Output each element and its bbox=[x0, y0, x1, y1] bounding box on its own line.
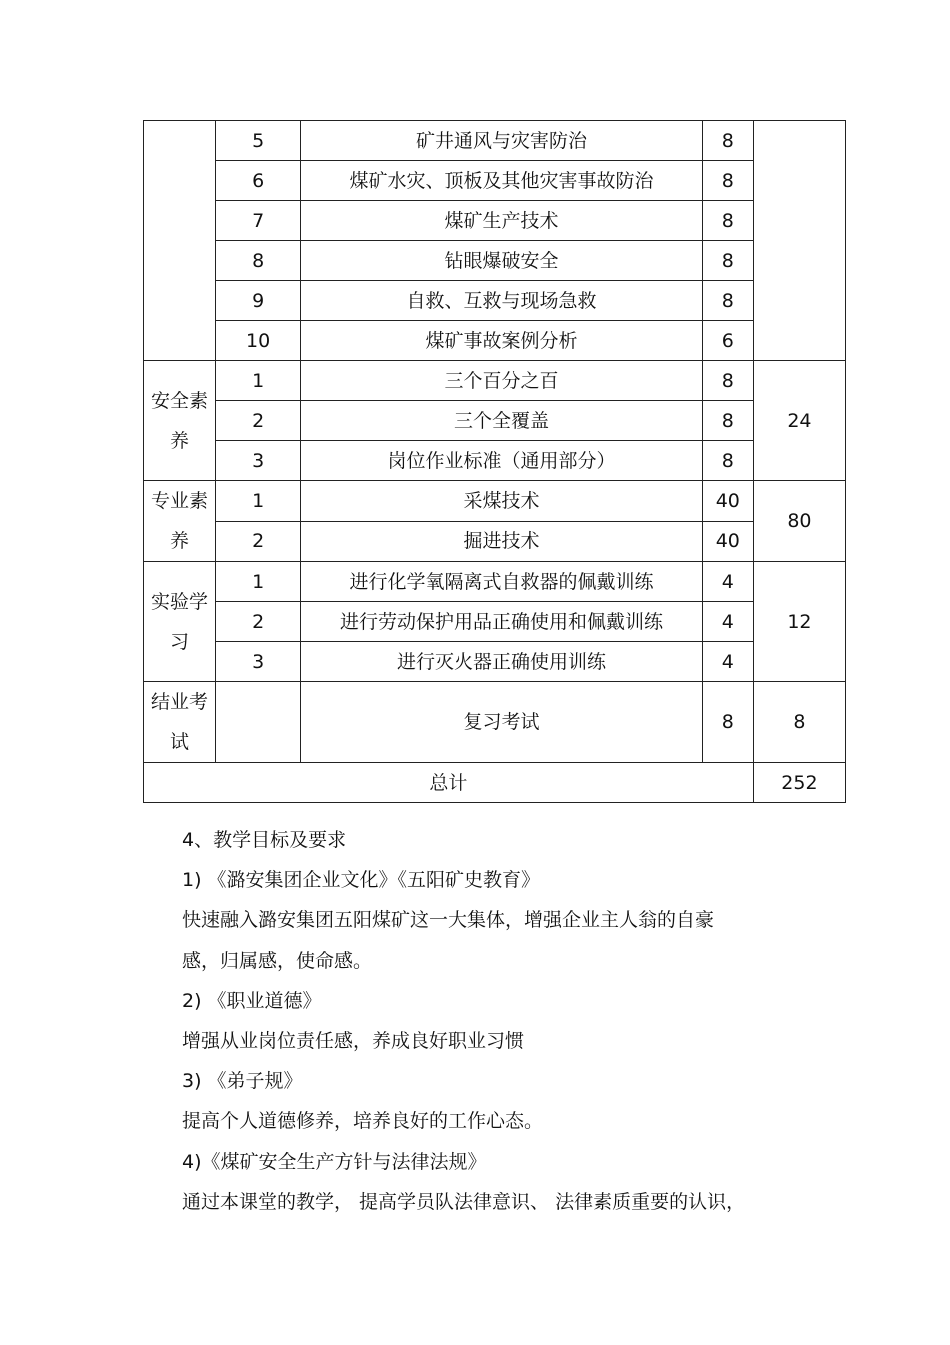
row-number: 2 bbox=[216, 521, 301, 562]
table-row bbox=[144, 281, 846, 321]
subtotal-cell bbox=[753, 121, 845, 361]
row-number: 10 bbox=[216, 321, 301, 361]
table-row bbox=[144, 481, 846, 522]
table-row bbox=[144, 321, 846, 361]
row-number: 3 bbox=[216, 441, 301, 481]
item-body: 提高个人道德修养，培养良好的工作心态。 bbox=[182, 1110, 544, 1133]
course-name: 进行劳动保护用品正确使用和佩戴训练 bbox=[301, 602, 703, 642]
item-body: 增强从业岗位责任感，养成良好职业习惯 bbox=[182, 1029, 525, 1052]
table-row bbox=[144, 682, 846, 763]
item-title: 3) 《弟子规》 bbox=[182, 1070, 303, 1093]
row-number: 1 bbox=[216, 481, 301, 522]
category-cell: 实验学习 bbox=[144, 562, 216, 682]
course-hours: 4 bbox=[702, 562, 753, 602]
row-number: 3 bbox=[216, 642, 301, 682]
course-name: 复习考试 bbox=[301, 682, 703, 763]
course-hours: 8 bbox=[702, 161, 753, 201]
course-schedule-table bbox=[143, 120, 846, 803]
item-title: 1) 《潞安集团企业文化》《五阳矿史教育》 bbox=[182, 869, 541, 892]
table-row bbox=[144, 602, 846, 642]
course-name: 自救、互救与现场急救 bbox=[301, 281, 703, 321]
course-name: 煤矿事故案例分析 bbox=[301, 321, 703, 361]
course-hours: 40 bbox=[702, 481, 753, 522]
teaching-goals-section bbox=[182, 820, 822, 1222]
subtotal-cell: 24 bbox=[753, 361, 845, 481]
table-row bbox=[144, 361, 846, 401]
course-name: 掘进技术 bbox=[301, 521, 703, 562]
item-body: 快速融入潞安集团五阳煤矿这一大集体，增强企业主人翁的自豪 bbox=[182, 909, 715, 932]
row-number: 5 bbox=[216, 121, 301, 161]
table-row bbox=[144, 161, 846, 201]
course-hours: 8 bbox=[702, 121, 753, 161]
course-name: 三个百分之百 bbox=[301, 361, 703, 401]
course-name: 进行化学氧隔离式自救器的佩戴训练 bbox=[301, 562, 703, 602]
row-number: 1 bbox=[216, 562, 301, 602]
row-number bbox=[216, 682, 301, 763]
item-body: 感，归属感，使命感。 bbox=[182, 949, 373, 972]
row-number: 8 bbox=[216, 241, 301, 281]
table-row bbox=[144, 642, 846, 682]
course-hours: 8 bbox=[702, 682, 753, 763]
course-hours: 8 bbox=[702, 241, 753, 281]
course-name: 采煤技术 bbox=[301, 481, 703, 522]
subtotal-cell: 12 bbox=[753, 562, 845, 682]
course-hours: 8 bbox=[702, 361, 753, 401]
table-row bbox=[144, 201, 846, 241]
row-number: 1 bbox=[216, 361, 301, 401]
section-heading: 4、教学目标及要求 bbox=[182, 829, 347, 851]
course-name: 矿井通风与灾害防治 bbox=[301, 121, 703, 161]
category-cell: 结业考试 bbox=[144, 682, 216, 763]
subtotal-cell: 8 bbox=[753, 682, 845, 763]
course-name: 进行灭火器正确使用训练 bbox=[301, 642, 703, 682]
total-row bbox=[144, 763, 846, 803]
table-row bbox=[144, 241, 846, 281]
item-title: 4)《煤矿安全生产方针与法律法规》 bbox=[182, 1150, 487, 1173]
category-cell: 安全素养 bbox=[144, 361, 216, 481]
course-name: 三个全覆盖 bbox=[301, 401, 703, 441]
table-row bbox=[144, 562, 846, 602]
course-hours: 8 bbox=[702, 281, 753, 321]
row-number: 9 bbox=[216, 281, 301, 321]
course-name: 岗位作业标准（通用部分） bbox=[301, 441, 703, 481]
course-hours: 8 bbox=[702, 201, 753, 241]
row-number: 7 bbox=[216, 201, 301, 241]
course-hours: 4 bbox=[702, 602, 753, 642]
item-body: 通过本课堂的教学， 提高学员队法律意识、 法律素质重要的认识， bbox=[182, 1190, 746, 1213]
table-row bbox=[144, 121, 846, 161]
category-cell bbox=[144, 121, 216, 361]
course-name: 钻眼爆破安全 bbox=[301, 241, 703, 281]
category-cell: 专业素养 bbox=[144, 481, 216, 562]
course-name: 煤矿生产技术 bbox=[301, 201, 703, 241]
row-number: 2 bbox=[216, 602, 301, 642]
subtotal-cell: 80 bbox=[753, 481, 845, 562]
total-value: 252 bbox=[753, 763, 845, 803]
course-hours: 4 bbox=[702, 642, 753, 682]
course-hours: 8 bbox=[702, 401, 753, 441]
total-label: 总计 bbox=[144, 763, 754, 803]
course-hours: 8 bbox=[702, 441, 753, 481]
course-hours: 40 bbox=[702, 521, 753, 562]
course-hours: 6 bbox=[702, 321, 753, 361]
row-number: 6 bbox=[216, 161, 301, 201]
item-title: 2) 《职业道德》 bbox=[182, 989, 322, 1012]
course-name: 煤矿水灾、顶板及其他灾害事故防治 bbox=[301, 161, 703, 201]
table-row bbox=[144, 441, 846, 481]
table-row bbox=[144, 401, 846, 441]
row-number: 2 bbox=[216, 401, 301, 441]
table-row bbox=[144, 521, 846, 562]
